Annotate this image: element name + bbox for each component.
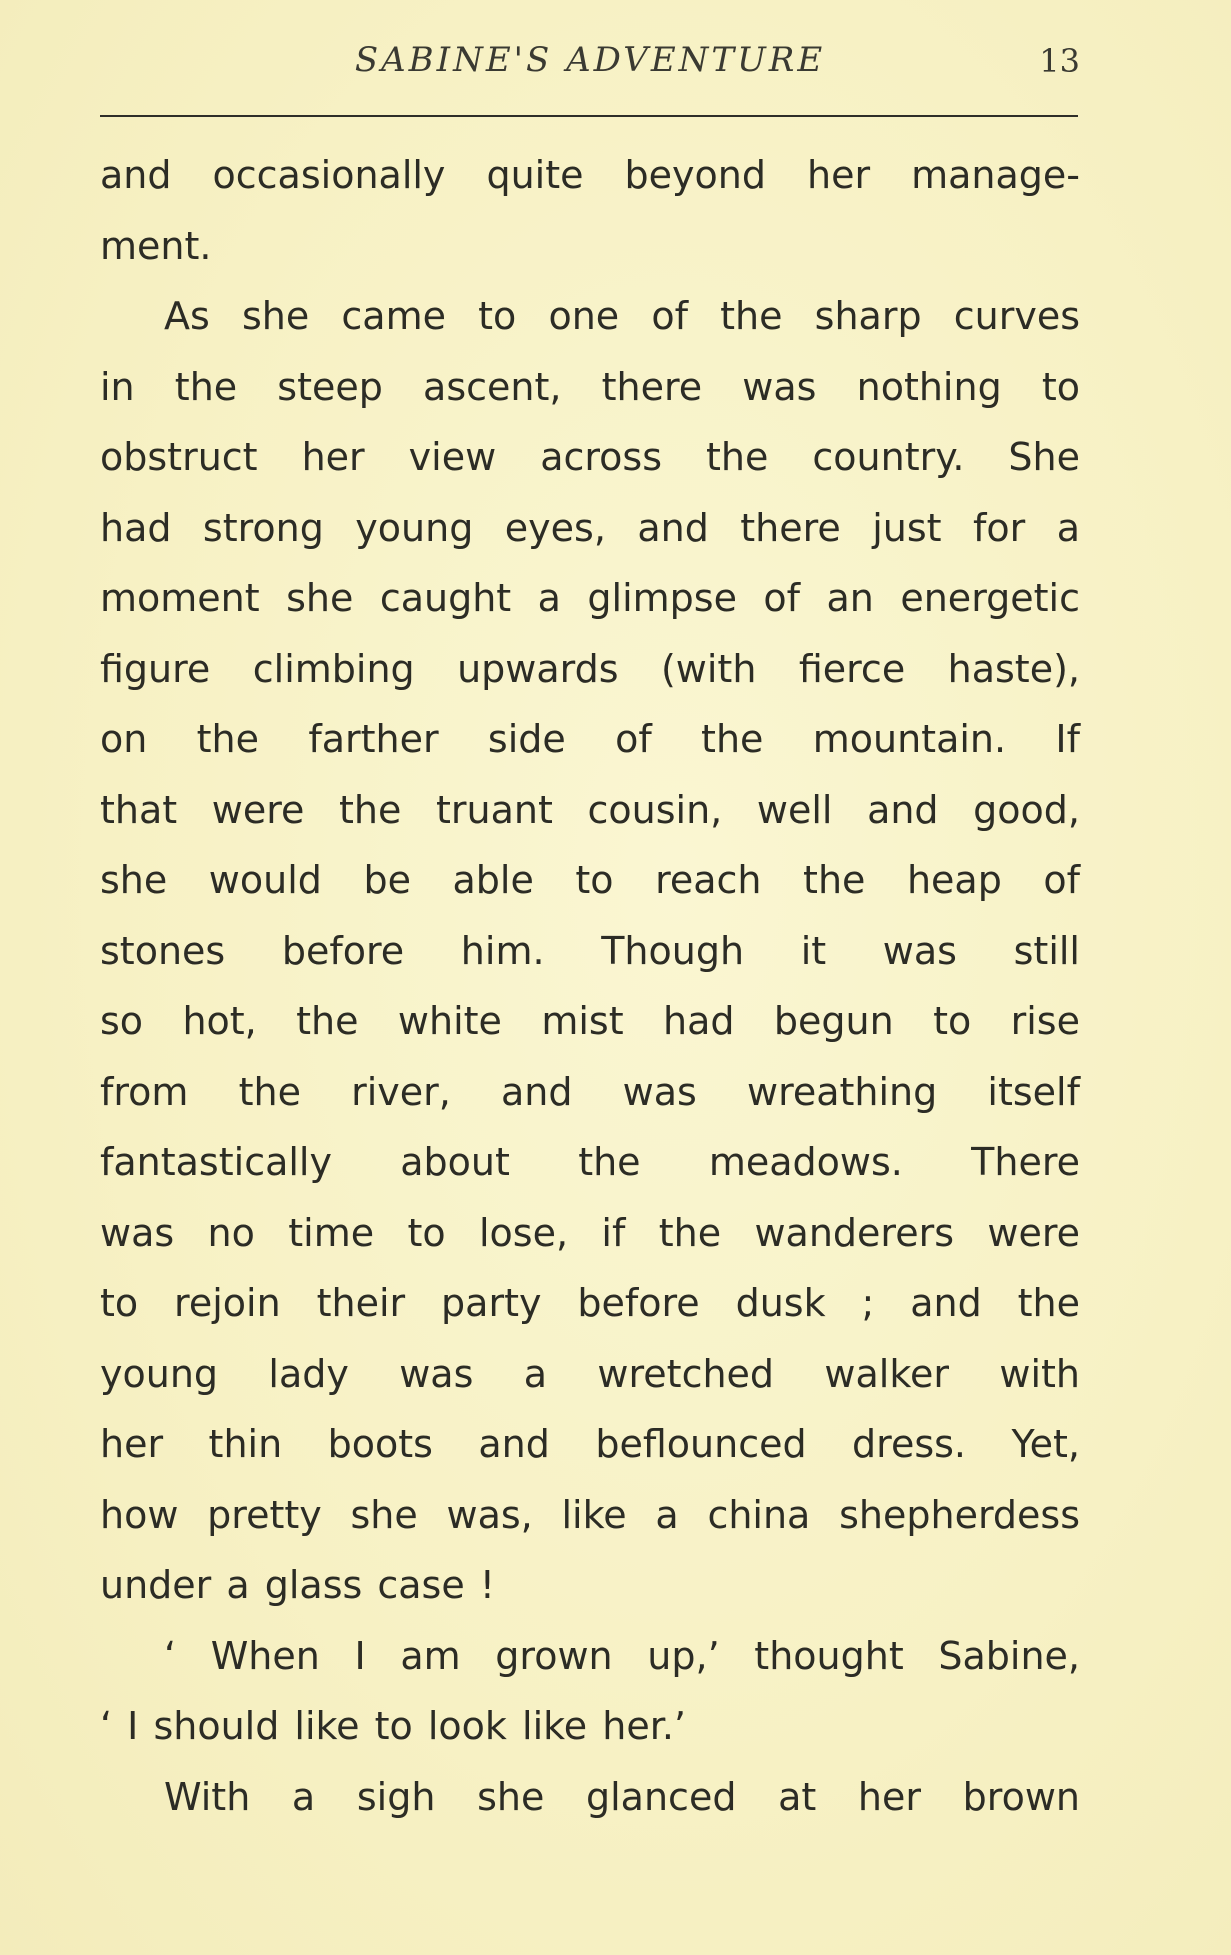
page-number: 13	[1039, 42, 1080, 80]
text-line: As she came to one of the sharp curves	[164, 294, 1080, 338]
text-line: figure climbing upwards (with fierce haste),	[100, 646, 1080, 691]
text-line: With a sigh she glanced at her brown	[164, 1774, 1080, 1819]
body-text	[100, 140, 1080, 1832]
running-head	[100, 30, 1080, 90]
text-line: ‘ I should like to look like her.’	[100, 1704, 686, 1748]
text-line: ment.	[100, 223, 212, 268]
text-line: so hot, the white mist had begun to rise	[100, 999, 1080, 1043]
text-line: in the steep ascent, there was nothing to	[100, 364, 1080, 409]
text-line: she would be able to reach the heap of	[100, 858, 1080, 902]
text-line: stones before him. Though it was still	[100, 928, 1080, 973]
running-title: SABINE'S ADVENTURE	[354, 40, 826, 80]
text-line: obstruct her view across the country. She	[100, 435, 1080, 479]
text-line: and occasionally quite beyond her manage-	[100, 153, 1080, 197]
text-line: that were the truant cousin, well and good,	[100, 787, 1080, 832]
text-line: moment she caught a glimpse of an energetic	[100, 576, 1080, 620]
text-line: from the river, and was wreathing itself	[100, 1069, 1080, 1114]
text-line: her thin boots and beflounced dress. Yet,	[100, 1422, 1080, 1466]
text-line: to rejoin their party before dusk ; and the	[100, 1281, 1080, 1325]
text-line: ‘ When I am grown up,’ thought Sabine,	[164, 1633, 1080, 1678]
header-rule	[100, 115, 1078, 117]
text-line: was no time to lose, if the wanderers were	[100, 1210, 1080, 1255]
text-line: on the farther side of the mountain. If	[100, 717, 1080, 761]
text-line: fantastically about the meadows. There	[100, 1140, 1080, 1184]
text-line: young lady was a wretched walker with	[100, 1351, 1080, 1396]
text-line: had strong young eyes, and there just for a	[100, 505, 1080, 550]
text-line: how pretty she was, like a china shepherdess	[100, 1492, 1080, 1537]
text-line: under a glass case !	[100, 1563, 496, 1607]
